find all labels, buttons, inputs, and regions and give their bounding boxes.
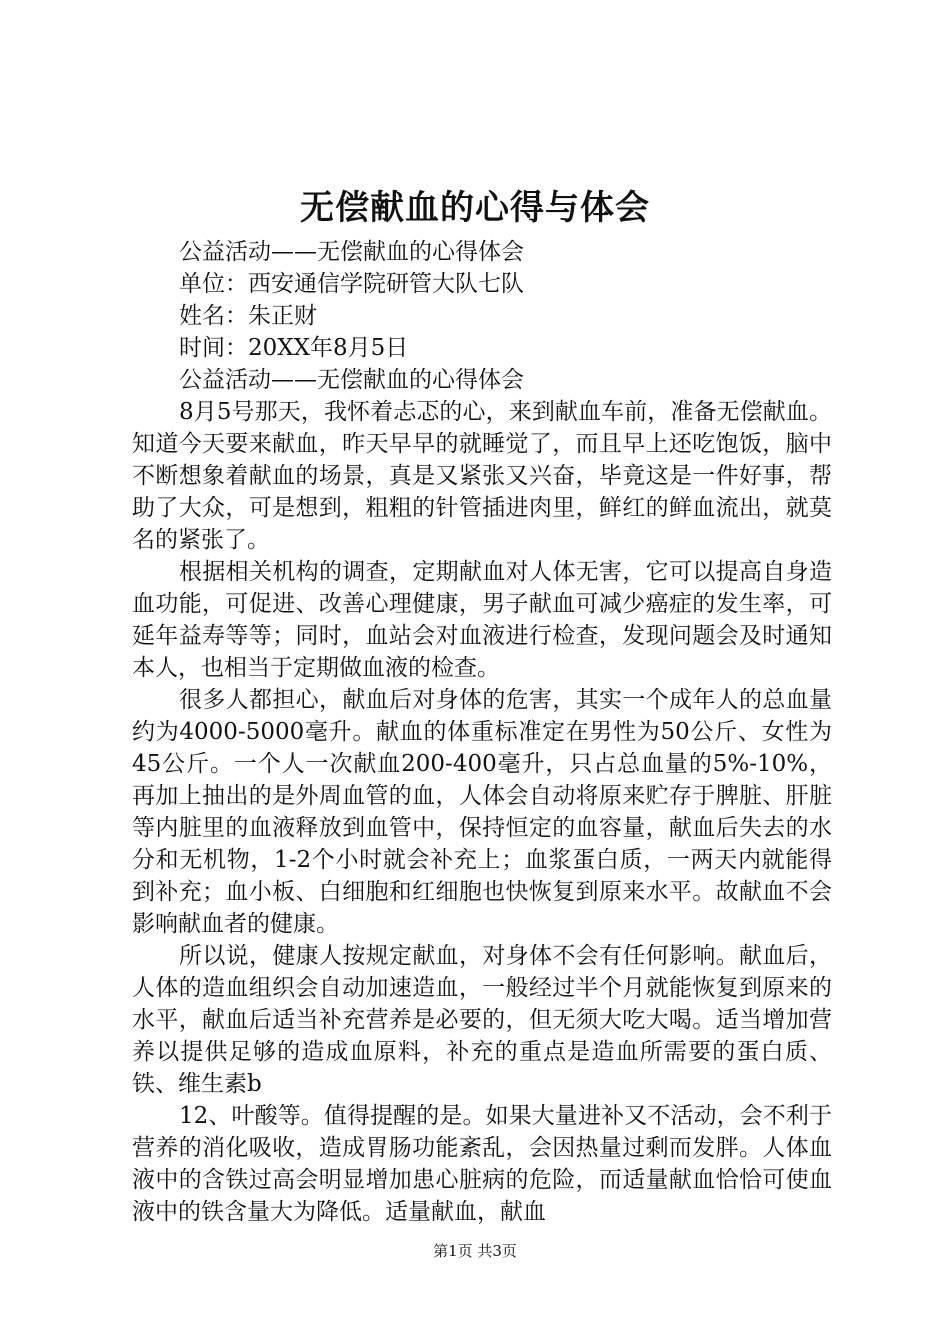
paragraph-3: 很多人都担心，献血后对身体的危害，其实一个成年人的总血量约为4000-5000毫升。献血的体重标准定在男性为50公斤、女性为45公斤。一个人一次献血200-400毫升，只占总血量的5%-10%，再加上抽出的是外周血管的血，人体会自动将原来贮存于脾脏、肝脏等内脏里的血液释放到血管中，保持恒定的血容量，献血后失去的水分和无机物，1-2个小时就会补充上；血浆蛋白质，一两天内就能得到补充；血小板、白细胞和红细胞也快恢复到原来水平。故献血不会影响献血者的健康。 (132, 687, 832, 937)
document-body (132, 236, 832, 1228)
paragraph-2: 根据相关机构的调查，定期献血对人体无害，它可以提高自身造血功能，可促进、改善心理健康，男子献血可减少癌症的发生率，可延年益寿等等；同时，血站会对血液进行检查，发现问题会及时通知本人，也相当于定期做血液的检查。 (132, 559, 832, 681)
paragraph-4: 所以说，健康人按规定献血，对身体不会有任何影响。献血后，人体的造血组织会自动加速造血，一般经过半个月就能恢复到原来的水平，献血后适当补充营养是必要的，但无须大吃大喝。适当增加营养以提供足够的造成血原料，补充的重点是造血所需要的蛋白质、铁、维生素b (132, 943, 832, 1097)
name-line: 姓名：朱正财 (179, 303, 317, 329)
paragraph-1: 8月5号那天，我怀着忐忑的心，来到献血车前，准备无偿献血。知道今天要来献血，昨天早早的就睡觉了，而且早上还吃饱饭，脑中不断想象着献血的场景，真是又紧张又兴奋，毕竟这是一件好事，帮助了大众，可是想到，粗粗的针管插进肉里，鲜红的鲜血流出，就莫名的紧张了。 (132, 399, 832, 553)
date-line: 时间：20XX年8月5日 (179, 335, 409, 361)
page-footer: 第1页 共3页 (433, 1242, 517, 1260)
activity-repeat-line: 公益活动——无偿献血的心得体会 (179, 367, 524, 393)
document-title: 无偿献血的心得与体会 (300, 188, 650, 228)
activity-line: 公益活动——无偿献血的心得体会 (179, 239, 524, 265)
paragraph-5: 12、叶酸等。值得提醒的是。如果大量进补又不活动，会不利于营养的消化吸收，造成胃肠功能紊乱，会因热量过剩而发胖。人体血液中的含铁过高会明显增加患心脏病的危险，而适量献血恰恰可使血液中的铁含量大为降低。适量献血，献血 (132, 1103, 832, 1225)
unit-line: 单位：西安通信学院研管大队七队 (179, 271, 524, 297)
